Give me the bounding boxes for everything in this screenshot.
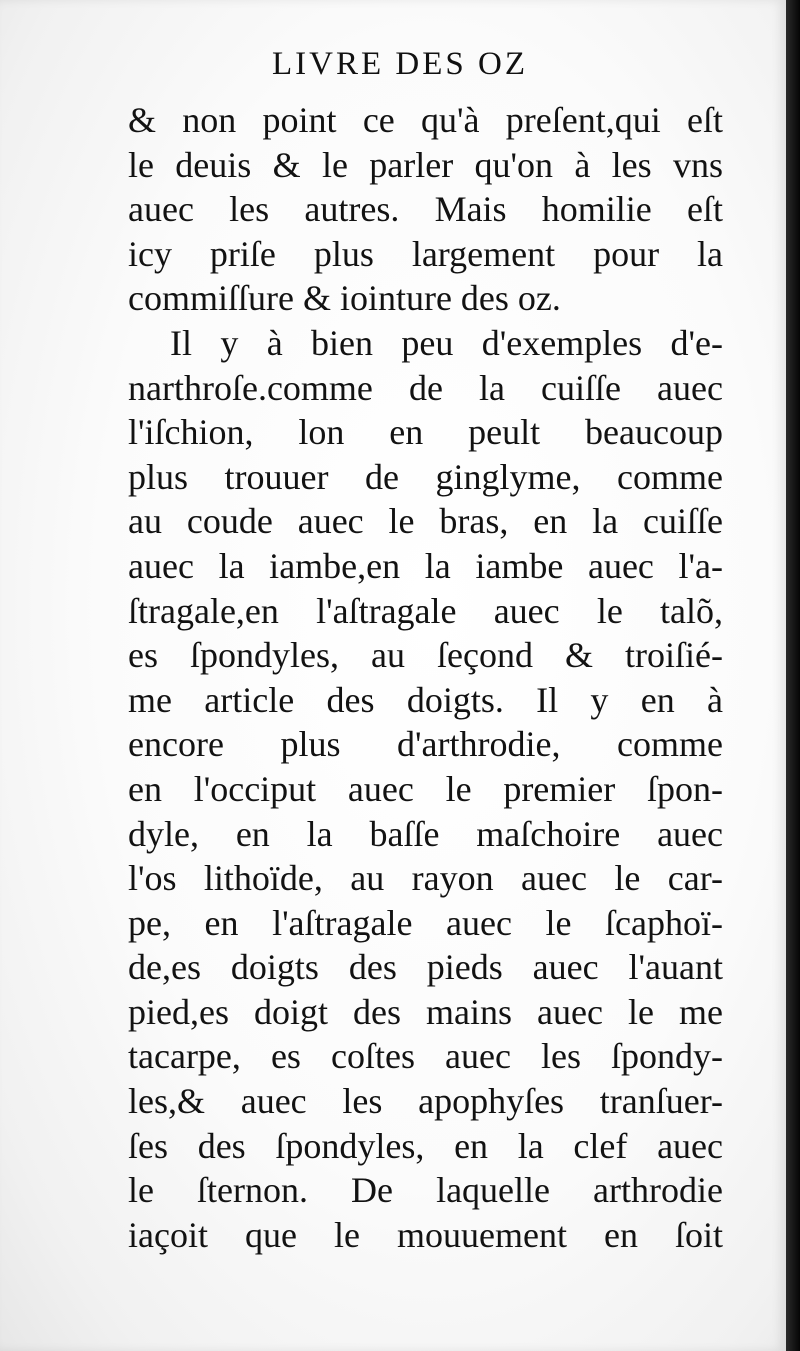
page-edge-shadow [786, 0, 800, 1351]
text-line-25: le ſternon. De laquelle arthrodie [128, 1170, 723, 1211]
running-title: LIVRE DES OZ [272, 46, 528, 82]
text-line-21: pied,es doigt des mains auec le me [128, 991, 723, 1032]
text-line-12: ſtragale,en l'aſtragale auec le talõ, [128, 590, 723, 631]
text-line-24: ſes des ſpondyles, en la clef auec [128, 1125, 723, 1166]
text-line-11: auec la iambe,en la iambe auec l'a- [128, 545, 723, 586]
text-line-8: l'iſchion, lon en peult beaucoup [128, 412, 723, 453]
text-line-14: me article des doigts. Il y en à [128, 679, 723, 720]
text-line-1: & non point ce qu'à preſent,qui eſt [128, 100, 723, 140]
text-line-9: plus trouuer de ginglyme, comme [128, 456, 723, 497]
text-line-16: en l'occiput auec le premier ſpon- [128, 768, 723, 809]
text-line-10: au coude auec le bras, en la cuiſſe [128, 501, 723, 542]
text-line-5: commiſſure & iointure des oz. [128, 278, 561, 319]
text-line-6: Il y à bien peu d'exemples d'e- [170, 322, 723, 363]
text-line-19: pe, en l'aſtragale auec le ſcaphoï- [128, 902, 723, 943]
text-line-7: narthroſe.comme de la cuiſſe auec [128, 367, 723, 408]
text-line-3: auec les autres. Mais homilie eſt [128, 189, 723, 230]
text-line-2: le deuis & le parler qu'on à les vns [128, 144, 723, 185]
text-line-23: les,& auec les apophyſes tranſuer- [128, 1081, 723, 1122]
text-line-17: dyle, en la baſſe maſchoire auec [128, 813, 723, 854]
text-line-4: icy priſe plus largement pour la [128, 233, 723, 274]
text-line-13: es ſpondyles, au ſeçond & troiſié- [128, 635, 723, 676]
body-text [128, 98, 723, 1257]
text-line-15: encore plus d'arthrodie, comme [128, 724, 723, 765]
text-line-20: de,es doigts des pieds auec l'auant [128, 947, 723, 988]
text-line-26: iaçoit que le mouuement en ſoit [128, 1214, 723, 1255]
text-line-18: l'os lithoïde, au rayon auec le car- [128, 858, 723, 899]
text-line-22: tacarpe, es coſtes auec les ſpondy- [128, 1036, 723, 1077]
